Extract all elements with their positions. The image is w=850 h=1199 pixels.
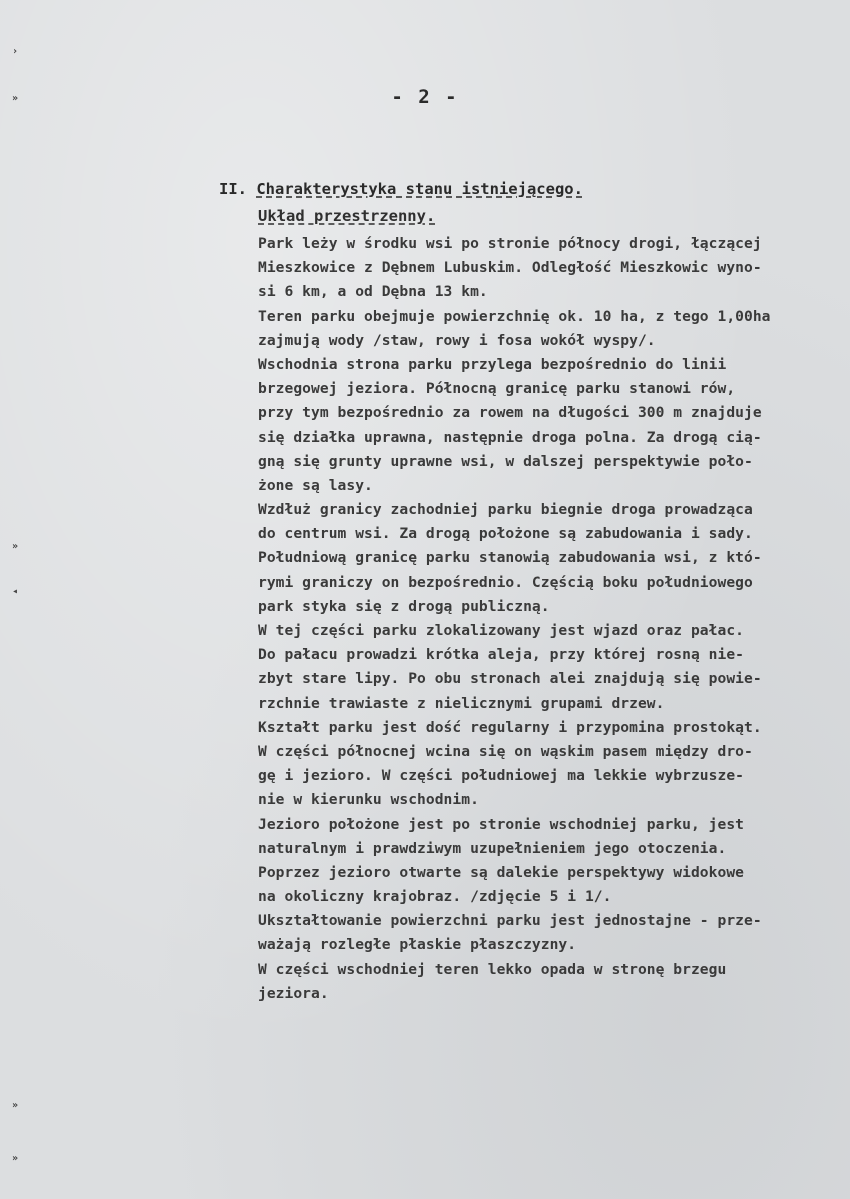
section-title: Charakterystyka stanu istniejącego. bbox=[256, 180, 583, 198]
text-line: Poprzez jezioro otwarte są dalekie perspektywy widokowe bbox=[258, 863, 744, 881]
section-number: II. bbox=[219, 180, 247, 198]
text-line: rymi graniczy on bezpośrednio. Częścią boku południowego bbox=[258, 573, 753, 591]
text-line: Teren parku obejmuje powierzchnię ok. 10 ha, z tego 1,00ha bbox=[258, 307, 771, 325]
subsection-title: Układ przestrzenny. bbox=[258, 207, 436, 225]
text-line: Południową granicę parku stanowią zabudowania wsi, z któ- bbox=[258, 549, 762, 567]
margin-tick-mark: » bbox=[12, 541, 19, 552]
text-line: Mieszkowice z Dębnem Lubuskim. Odległość Mieszkowic wyno- bbox=[258, 259, 762, 277]
text-line: Wschodnia strona parku przylega bezpośrednio do linii bbox=[258, 355, 727, 373]
text-line: na okoliczny krajobraz. /zdjęcie 5 i 1/. bbox=[258, 888, 612, 906]
text-line: Park leży w środku wsi po stronie północy drogi, łączącej bbox=[258, 235, 762, 252]
text-line: W tej części parku zlokalizowany jest wjazd oraz pałac. bbox=[258, 622, 744, 639]
text-line: jeziora. bbox=[258, 984, 329, 1002]
text-line: brzegowej jeziora. Północną granicę parku stanowi rów, bbox=[258, 380, 736, 398]
margin-tick-mark: › bbox=[12, 46, 19, 57]
body-text bbox=[258, 232, 848, 1006]
text-line: się działka uprawna, następnie droga polna. Za drogą cią- bbox=[258, 428, 762, 446]
text-line: W części wschodniej teren lekko opada w stronę brzegu bbox=[258, 960, 727, 978]
text-line: przy tym bezpośrednio za rowem na długości 300 m znajduje bbox=[258, 404, 762, 422]
text-line: rzchnie trawiaste z nielicznymi grupami drzew. bbox=[258, 694, 665, 712]
text-line: do centrum wsi. Za drogą położone są zabudowania i sady. bbox=[258, 525, 753, 543]
text-line: Ukształtowanie powierzchni parku jest jednostajne - prze- bbox=[258, 912, 762, 930]
margin-tick-mark: » bbox=[12, 1153, 19, 1164]
text-line: gną się grunty uprawne wsi, w dalszej perspektywie poło- bbox=[258, 452, 753, 470]
text-line: naturalnym i prawdziwym uzupełnieniem jego otoczenia. bbox=[258, 839, 727, 857]
text-line: si 6 km, a od Dębna 13 km. bbox=[258, 283, 488, 301]
section-heading bbox=[219, 180, 583, 198]
margin-tick-mark: » bbox=[12, 93, 19, 104]
margin-tick-mark: ◂ bbox=[12, 586, 19, 597]
text-line: żone są lasy. bbox=[258, 476, 373, 494]
text-line: nie w kierunku wschodnim. bbox=[258, 791, 479, 809]
text-line: Do pałacu prowadzi krótka aleja, przy której rosną nie- bbox=[258, 646, 744, 664]
margin-tick-mark: » bbox=[12, 1100, 19, 1111]
page-number: - 2 - bbox=[391, 86, 459, 108]
text-line: gę i jezioro. W części południowej ma lekkie wybrzusze- bbox=[258, 767, 744, 785]
text-line: W części północnej wcina się on wąskim pasem między dro- bbox=[258, 742, 753, 760]
text-line: Wzdłuż granicy zachodniej parku biegnie droga prowadząca bbox=[258, 501, 753, 519]
text-line: zajmują wody /staw, rowy i fosa wokół wyspy/. bbox=[258, 331, 656, 349]
text-line: park styka się z drogą publiczną. bbox=[258, 597, 550, 615]
text-line: Jezioro położone jest po stronie wschodniej parku, jest bbox=[258, 815, 744, 833]
text-line: zbyt stare lipy. Po obu stronach alei znajdują się powie- bbox=[258, 670, 762, 688]
text-line: ważają rozległe płaskie płaszczyzny. bbox=[258, 936, 577, 954]
text-line: Kształt parku jest dość regularny i przypomina prostokąt. bbox=[258, 718, 762, 736]
